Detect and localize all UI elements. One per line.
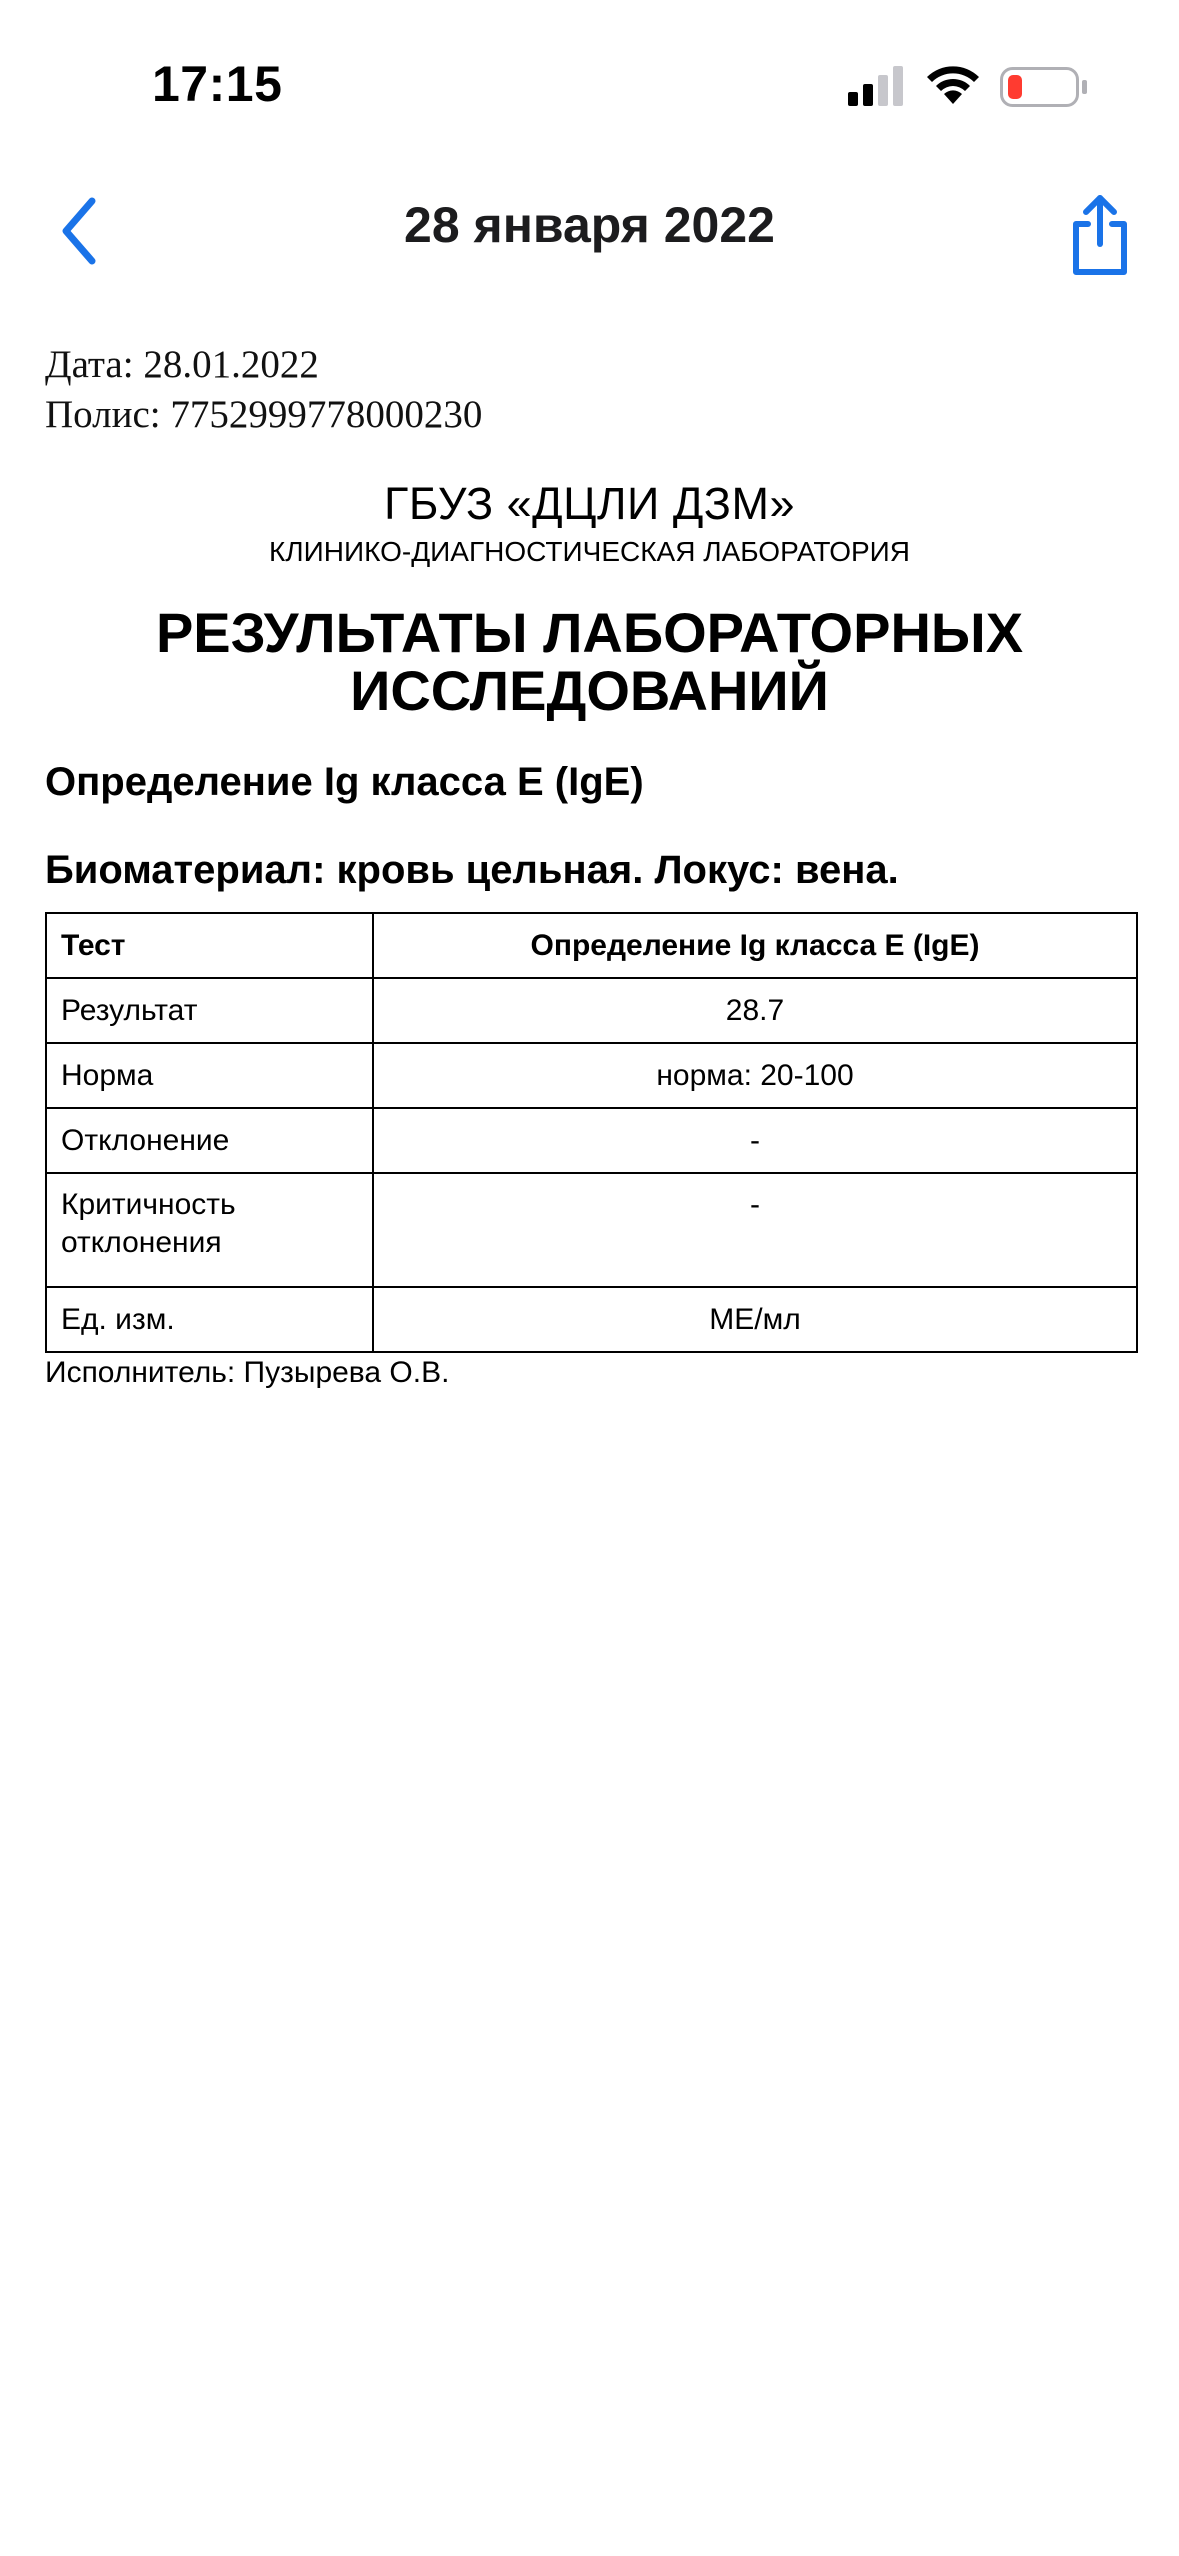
date-line: Дата: 28.01.2022 <box>45 343 319 386</box>
table-row <box>46 1108 1137 1173</box>
row-label: Тест <box>46 913 373 978</box>
org-subtitle: КЛИНИКО-ДИАГНОСТИЧЕСКАЯ ЛАБОРАТОРИЯ <box>268 536 911 567</box>
results-table <box>45 912 1138 1353</box>
document-title-line1: РЕЗУЛЬТАТЫ ЛАБОРАТОРНЫХ <box>155 601 1024 664</box>
row-value: - <box>373 1173 1137 1287</box>
row-label: Отклонение <box>46 1108 373 1173</box>
test-heading: Определение Ig класса E (IgE) <box>45 760 644 804</box>
table-row <box>46 1287 1137 1352</box>
battery-icon <box>1000 67 1090 107</box>
table-row <box>46 913 1137 978</box>
row-value: норма: 20-100 <box>373 1043 1137 1108</box>
table-row <box>46 1043 1137 1108</box>
row-value: - <box>373 1108 1137 1173</box>
signal-icon <box>848 66 906 106</box>
table-row <box>46 978 1137 1043</box>
share-button[interactable] <box>1060 188 1140 278</box>
page-title: 28 января 2022 <box>404 197 775 253</box>
table-row <box>46 1173 1137 1287</box>
row-value: 28.7 <box>373 978 1137 1043</box>
row-label: Результат <box>46 978 373 1043</box>
status-time: 17:15 <box>152 56 283 112</box>
policy-line: Полис: 7752999778000230 <box>45 393 483 436</box>
row-value: МЕ/мл <box>373 1287 1137 1352</box>
status-bar <box>0 0 1179 150</box>
row-value: Определение Ig класса E (IgE) <box>373 913 1137 978</box>
executor-line: Исполнитель: Пузырева О.В. <box>45 1356 450 1389</box>
share-icon <box>1060 188 1140 278</box>
wifi-icon <box>925 62 981 104</box>
biomaterial-line: Биоматериал: кровь цельная. Локус: вена. <box>45 848 899 892</box>
document-title <box>0 601 1179 722</box>
row-label: Норма <box>46 1043 373 1108</box>
nav-bar <box>0 170 1179 290</box>
row-label: Ед. изм. <box>46 1287 373 1352</box>
org-name: ГБУЗ «ДЦЛИ ДЗМ» <box>384 478 795 529</box>
row-label: Критичность отклонения <box>46 1173 373 1287</box>
document-title-line2: ИССЛЕДОВАНИЙ <box>350 659 829 722</box>
